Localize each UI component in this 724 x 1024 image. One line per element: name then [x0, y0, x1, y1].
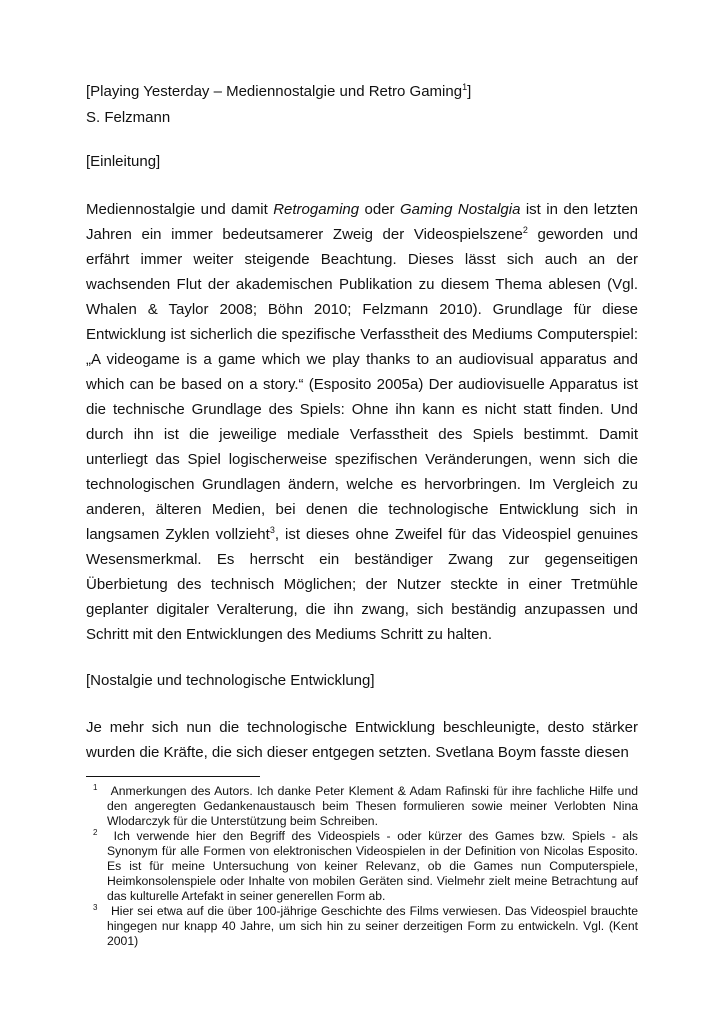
footnote-separator	[86, 776, 260, 777]
section-heading-intro: [Einleitung]	[86, 153, 161, 170]
footnote-text-2: Ich verwende hier den Begriff des Videospiels - oder kürzer des Games bzw. Spiels - als Synonym für alle Formen von elektronischen Videospielen in der Definition von Nicolas Esposito. Es ist für meine Untersuchung von keiner Relevanz, ob die Games nun Computerspiele, Heimkonsolenspiele oder Inhalte von mobilen Geräten sind. Vielmehr zielt meine Betrachtung auf das kulturelle Artefakt in seiner generellen Form ab.	[107, 829, 638, 903]
section-heading-nostalgia: [Nostalgie und technologische Entwicklung]	[86, 672, 375, 689]
footnote-3: $^3$ Hier sei etwa auf die über 100-jährige Geschichte des Films verwiesen. Das Videospiel brauchte hingegen nur knapp 40 Jahre, um sich hin zu seiner derzeitigen Form zu entwickeln. Vgl. (Kent 2001)	[93, 902, 638, 948]
paragraph-intro	[86, 197, 638, 647]
footnotes	[93, 784, 638, 949]
p1-text-a: Mediennostalgie und damit	[86, 201, 274, 218]
footnote-text-1: Anmerkungen des Autors. Ich danke Peter Klement & Adam Rafinski für ihre fachliche Hilfe und den angeregten Gedankenaustausch beim Thesen formulieren sowie meiner Verlobten Nina Wlodarczyk für die Unterstützung beim Schreiben.	[107, 784, 638, 828]
footnote-text-3: Hier sei etwa auf die über 100-jährige Geschichte des Films verwiesen. Das Videospiel brauchte hingegen nur knapp 40 Jahre, um sich hin zu seiner derzeitigen Form zu entwickeln. Vgl. (Kent 2001)	[107, 904, 638, 948]
document-title	[86, 82, 638, 102]
p1-emphasis-retrogaming: Retrogaming	[273, 201, 360, 218]
title-close: ]	[467, 83, 472, 100]
footnote-ref-2[interactable]: 2	[522, 225, 528, 235]
title-text: [Playing Yesterday – Mediennostalgie und Retro Gaming	[86, 83, 463, 100]
footnote-ref-3[interactable]: 3	[269, 525, 275, 535]
paragraph-nostalgia: Je mehr sich nun die technologische Entwicklung beschleunigte, desto stärker wurden die Kräfte, die sich dieser entgegen setzten. Svetlana Boym fasste diesen	[86, 719, 638, 761]
p1-text-e: , ist dieses ohne Zweifel für das Videospiel genuines Wesensmerkmal. Es herrscht ein beständiger Zwang zur gegenseitigen Überbietung des technisch Möglichen; der Nutzer steckte in einer Tretmühle geplanter digitaler Veralterung, die ihn zwang, sich beständig anzupassen und Schritt mit den Entwicklungen des Mediums Schritt zu halten.	[86, 526, 638, 643]
footnote-1: $^1$ Anmerkungen des Autors. Ich danke Peter Klement & Adam Rafinski für ihre fachliche Hilfe und den angeregten Gedankenaustausch beim Thesen formulieren sowie meiner Verlobten Nina Wlodarczyk für die Unterstützung beim Schreiben.	[93, 782, 638, 828]
footnote-ref-1[interactable]: 1	[462, 82, 468, 92]
p1-text-d: geworden und erfährt immer weiter steigende Beachtung. Dieses lässt sich auch an der wachsenden Flut der akademischen Publikation zu diesem Thema ablesen (Vgl. Whalen & Taylor 2008; Böhn 2010; Felzmann 2010). Grundlage für diese Entwicklung ist sicherlich die spezifische Verfasstheit des Mediums Computerspiel: „A videogame is a game which we play thanks to an audiovisual apparatus and which can be based on a story.“ (Esposito 2005a) Der audiovisuelle Apparatus ist die technische Grundlage des Spiels: Ohne ihn kann es nicht statt finden. Und durch ihn ist die jeweilige mediale Verfasstheit des Spiels bestimmt. Damit unterliegt das Spiel logischerweise spezifischen Veränderungen, wenn sich die technologischen Grundlagen ändern, welche es hervorbringen. Im Vergleich zu anderen, älteren Medien, bei denen die technologische Entwicklung sich in langsamen Zyklen vollzieht	[86, 226, 638, 543]
document-body	[86, 82, 638, 765]
p1-text-b: oder	[359, 201, 400, 218]
document-author: S. Felzmann	[86, 109, 171, 126]
p1-emphasis-gaming-nostalgia: Gaming Nostalgia	[399, 201, 521, 218]
footnote-2: $^2$ Ich verwende hier den Begriff des Videospiels - oder kürzer des Games bzw. Spiels - als Synonym für alle Formen von elektronischen Videospielen in der Definition von Nicolas Esposito. Es ist für meine Untersuchung von keiner Relevanz, ob die Games nun Computerspiele, Heimkonsolenspiele oder Inhalte von mobilen Geräten sind. Vielmehr zielt meine Betrachtung auf das kulturelle Artefakt in seiner generellen Form ab.	[93, 827, 638, 903]
p1-text-c: ist in den letzten Jahren ein immer bedeutsamerer Zweig der Videospielszene	[86, 201, 638, 243]
